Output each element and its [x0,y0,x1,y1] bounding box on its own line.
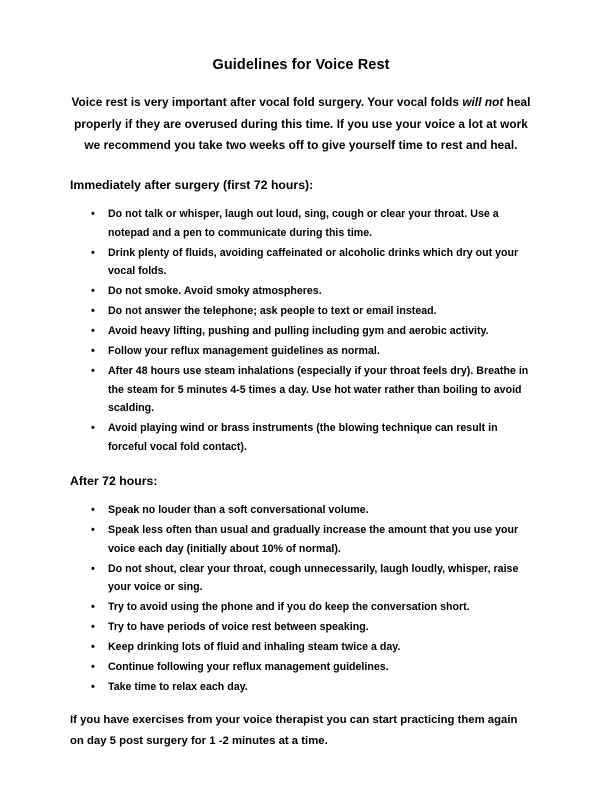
list-item [70,638,532,657]
list-item-text: Speak less often than usual and gradually increase the amount that you use your voice each day (initially about 10% of normal). [108,523,519,555]
bullet-list-immediately-after-surgery [70,205,532,457]
intro-text-part1: Voice rest is very important after vocal fold surgery. Your vocal folds [71,95,463,110]
list-item-text: Follow your reflux management guidelines as normal. [108,344,380,357]
bullet-point-icon: • [91,325,95,337]
list-item-text: Do not answer the telephone; ask people to text or email instead. [108,305,437,318]
intro-text-part2: heal properly if they are overused during this time. If you use your voice a lot at work we recommend you take two weeks off to give yourself time to rest and heal. [74,95,531,153]
list-item-text: After 48 hours use steam inhalations (especially if your throat feels dry). Breathe in the steam for 5 minutes 4-5 times a day. Use hot water rather than boiling to avoid scalding. [108,364,529,415]
bullet-point-icon: • [91,207,95,220]
list-item [70,205,532,243]
list-item-text: Keep drinking lots of fluid and inhaling steam twice a day. [108,640,401,653]
list-item [70,501,532,520]
bullet-point-icon: • [91,680,95,693]
bullet-point-icon: • [91,305,95,318]
bullet-point-icon: • [91,562,95,575]
list-item-text: Do not talk or whisper, laugh out loud, sing, cough or clear your throat. Use a notepad and a pen to communicate during this time. [108,207,499,239]
list-item [70,618,532,637]
bullet-point-icon: • [91,601,95,614]
list-item [70,521,532,559]
section-heading-after-72-hours: After 72 hours: [70,473,158,488]
page-title: Guidelines for Voice Rest [212,57,390,73]
list-item-text: Speak no louder than a soft conversational volume. [108,503,369,516]
list-item-text: Take time to relax each day. [108,680,248,693]
list-item-text: Do not smoke. Avoid smoky atmospheres. [108,285,322,298]
bullet-point-icon: • [91,503,95,516]
list-item-text: Drink plenty of fluids, avoiding caffeinated or alcoholic drinks which dry out your vocal folds. [108,246,519,278]
list-item-text: Do not shout, clear your throat, cough unnecessarily, laugh loudly, whisper, raise your voice or sing. [108,562,519,594]
list-item-text: Try to have periods of voice rest between speaking. [108,621,369,634]
bullet-point-icon: • [91,246,95,259]
bullet-point-icon: • [91,422,95,435]
bullet-point-icon: • [91,364,95,377]
list-item [70,342,532,361]
bullet-point-icon: • [91,660,95,673]
section-heading-immediately-after-surgery: Immediately after surgery (first 72 hours): [70,177,314,192]
list-item-text: Try to avoid using the phone and if you do keep the conversation short. [108,601,470,614]
bullet-point-icon: • [91,621,95,634]
list-item [70,560,532,598]
list-item-text: Continue following your reflux management guidelines. [108,660,389,673]
closing-paragraph: If you have exercises from your voice therapist you can start practicing them again on day 5 post surgery for 1 -2 minutes at a time. [70,714,518,747]
list-item [70,302,532,321]
list-item [70,678,532,697]
bullet-point-icon: • [91,344,95,357]
list-item [70,598,532,617]
list-item [70,419,532,457]
document-body [70,56,532,752]
bullet-point-icon: • [91,523,95,536]
bullet-list-after-72-hours [70,501,532,696]
intro-emphasis-will-not: will not [462,95,504,110]
list-item [70,244,532,282]
bullet-point-icon: • [91,285,95,298]
list-item [70,658,532,677]
list-item [70,322,532,341]
list-item-text: Avoid playing wind or brass instruments (the blowing technique can result in forceful vocal fold contact). [108,422,498,454]
intro-paragraph [70,92,532,157]
list-item-text: Avoid heavy lifting, pushing and pulling including gym and aerobic activity. [108,325,489,337]
bullet-point-icon: • [91,640,95,653]
list-item [70,362,532,419]
list-item [70,282,532,301]
